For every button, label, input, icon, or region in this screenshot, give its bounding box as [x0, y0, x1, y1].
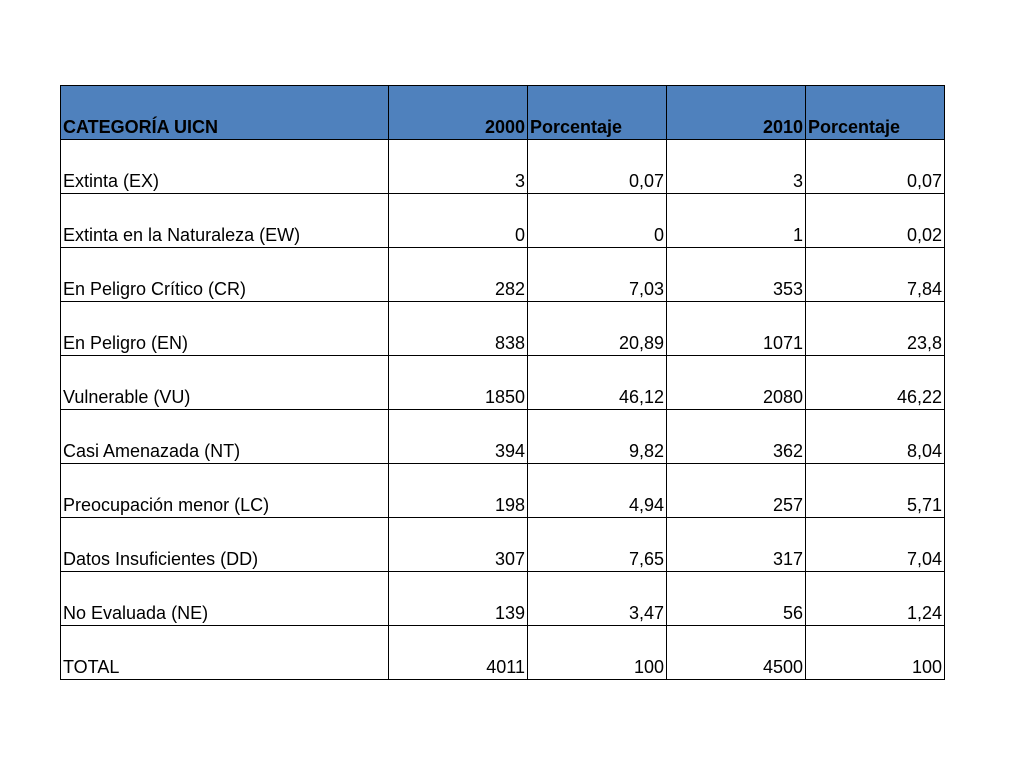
cell-percentage-2000: 7,65	[528, 518, 667, 572]
cell-percentage-2000: 0,07	[528, 140, 667, 194]
cell-total-2000: 4011	[389, 626, 528, 680]
cell-category: No Evaluada (NE)	[61, 572, 389, 626]
cell-category: Datos Insuficientes (DD)	[61, 518, 389, 572]
cell-percentage-2010: 0,07	[806, 140, 945, 194]
table-row	[61, 248, 945, 302]
cell-percentage-2010: 46,22	[806, 356, 945, 410]
cell-category: Preocupación menor (LC)	[61, 464, 389, 518]
cell-total-label: TOTAL	[61, 626, 389, 680]
cell-category: En Peligro (EN)	[61, 302, 389, 356]
cell-count-2000: 139	[389, 572, 528, 626]
cell-percentage-2010: 7,84	[806, 248, 945, 302]
cell-count-2000: 3	[389, 140, 528, 194]
cell-count-2010: 317	[667, 518, 806, 572]
cell-count-2000: 838	[389, 302, 528, 356]
cell-percentage-2000: 9,82	[528, 410, 667, 464]
cell-category: Vulnerable (VU)	[61, 356, 389, 410]
header-year-2010: 2010	[667, 86, 806, 140]
cell-category: En Peligro Crítico (CR)	[61, 248, 389, 302]
table-row	[61, 518, 945, 572]
cell-count-2000: 198	[389, 464, 528, 518]
cell-percentage-2010: 23,8	[806, 302, 945, 356]
table-row	[61, 302, 945, 356]
cell-percentage-2000: 7,03	[528, 248, 667, 302]
table-body	[61, 140, 945, 680]
header-row	[61, 86, 945, 140]
header-year-2000: 2000	[389, 86, 528, 140]
table-row	[61, 464, 945, 518]
header-category: CATEGORÍA UICN	[61, 86, 389, 140]
cell-category: Extinta (EX)	[61, 140, 389, 194]
cell-category: Casi Amenazada (NT)	[61, 410, 389, 464]
cell-percentage-2000: 46,12	[528, 356, 667, 410]
cell-percentage-2010: 7,04	[806, 518, 945, 572]
cell-percentage-2010: 1,24	[806, 572, 945, 626]
cell-count-2010: 2080	[667, 356, 806, 410]
cell-percentage-2010: 5,71	[806, 464, 945, 518]
cell-count-2010: 56	[667, 572, 806, 626]
total-row	[61, 626, 945, 680]
header-percentage-2000: Porcentaje	[528, 86, 667, 140]
cell-percentage-2010: 0,02	[806, 194, 945, 248]
cell-category: Extinta en la Naturaleza (EW)	[61, 194, 389, 248]
cell-count-2010: 362	[667, 410, 806, 464]
cell-count-2010: 257	[667, 464, 806, 518]
cell-percentage-2000: 4,94	[528, 464, 667, 518]
cell-total-percentage-2010: 100	[806, 626, 945, 680]
cell-count-2000: 0	[389, 194, 528, 248]
header-percentage-2010: Porcentaje	[806, 86, 945, 140]
cell-total-2010: 4500	[667, 626, 806, 680]
cell-count-2000: 307	[389, 518, 528, 572]
cell-count-2000: 1850	[389, 356, 528, 410]
cell-percentage-2000: 20,89	[528, 302, 667, 356]
table-header	[61, 86, 945, 140]
table-row	[61, 410, 945, 464]
cell-percentage-2000: 3,47	[528, 572, 667, 626]
table-row	[61, 356, 945, 410]
cell-count-2010: 1071	[667, 302, 806, 356]
cell-count-2010: 3	[667, 140, 806, 194]
table-row	[61, 140, 945, 194]
table-row	[61, 194, 945, 248]
cell-count-2010: 1	[667, 194, 806, 248]
cell-count-2010: 353	[667, 248, 806, 302]
cell-count-2000: 282	[389, 248, 528, 302]
uicn-category-table	[60, 85, 945, 680]
cell-percentage-2010: 8,04	[806, 410, 945, 464]
cell-count-2000: 394	[389, 410, 528, 464]
table-row	[61, 572, 945, 626]
cell-percentage-2000: 0	[528, 194, 667, 248]
cell-total-percentage-2000: 100	[528, 626, 667, 680]
